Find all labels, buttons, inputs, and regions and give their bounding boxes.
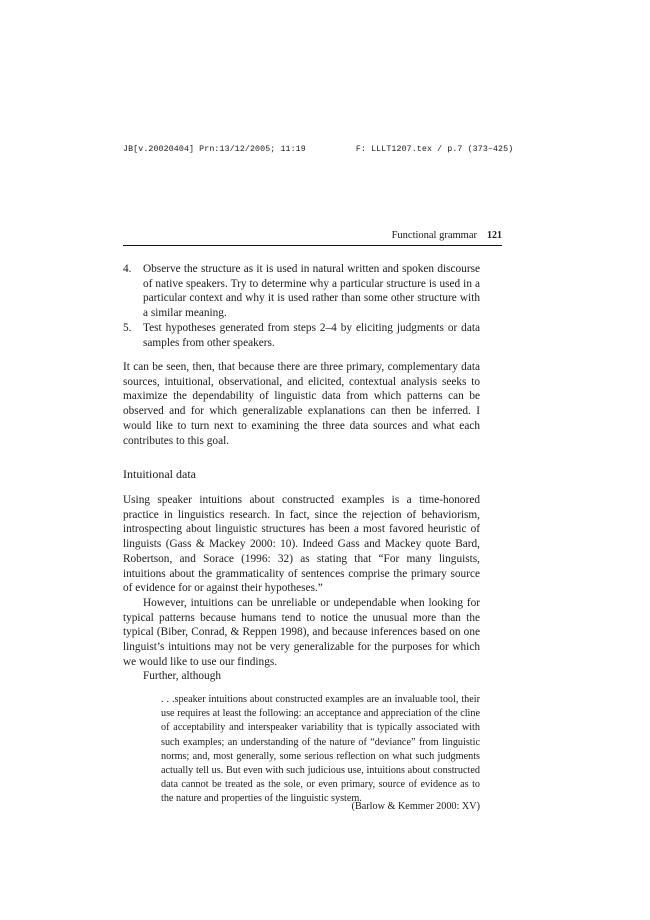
step-number: 4. (123, 263, 132, 275)
running-head-title: Functional grammar (391, 230, 477, 241)
running-head (123, 230, 502, 244)
print-info-header (123, 145, 514, 154)
step-item (123, 321, 480, 350)
step-text: Observe the structure as it is used in natural written and spoken discourse of native speakers. Try to determine why a particular structure is used in a particular context and why it is used rather than some other structure with a similar meaning. (143, 263, 480, 320)
header-rule (123, 245, 502, 246)
paragraph-unreliability: However, intuitions can be unreliable or undependable when looking for typical patterns because humans tend to notice the unusual more than the typical (Biber, Conrad, & Reppen 1998), and because inferences based on one linguist’s intuitions may not be very generalizable for the purposes for which we would like to use our findings. (123, 597, 480, 668)
step-text: Test hypotheses generated from steps 2–4 by eliciting judgments or data samples from other speakers. (143, 321, 480, 349)
paragraph-intuitions: Using speaker intuitions about constructed examples is a time-honored practice in linguistics research. In fact, since the rejection of behaviorism, introspecting about linguistic structures has been a most favored heuristic of linguists (Gass & Mackey 2000: 10). Indeed Gass and Mackey quote Bard, Robertson, and Sorace (1996: 32) as stating that “For many linguists, intuitions about the grammaticality of sentences comprise the primary source of evidence for or against their hypotheses.” (123, 494, 480, 595)
file-page-info: F: LLLT1207.tex / p.7 (373–425) (355, 145, 514, 154)
print-job-info: JB[v.20020404] Prn:13/12/2005; 11:19 (123, 145, 306, 154)
page-number: 121 (487, 230, 502, 241)
paragraph-further: Further, although (143, 670, 221, 682)
numbered-steps (123, 262, 480, 350)
block-quote: . . .speaker intuitions about constructed examples are an invaluable tool, their use requires at least the following: an acceptance and appreciation of the cline of acceptability and interspeaker variability that is typically associated with such examples; an understanding of the nature of “deviance” from linguistic norms; and, most generally, some serious reflection on what such judgments actually tell us. But even with such judicious use, intuitions about constructed data cannot be treated as the sole, or even primary, source of evidence as to the nature and properties of the linguistic system. (161, 694, 480, 805)
section-heading: Intuitional data (123, 467, 196, 481)
step-number: 5. (123, 321, 132, 334)
quote-citation: (Barlow & Kemmer 2000: XV) (351, 801, 480, 812)
step-item (123, 262, 480, 321)
paragraph-data-sources: It can be seen, then, that because there are three primary, complementary data sources, intuitional, observational, and elicited, contextual analysis seeks to maximize the dependability of linguistic data from which patterns can be observed and for which generalizable explanations can then be inferred. I would like to turn next to examining the three data sources and what each contributes to this goal. (123, 361, 480, 447)
